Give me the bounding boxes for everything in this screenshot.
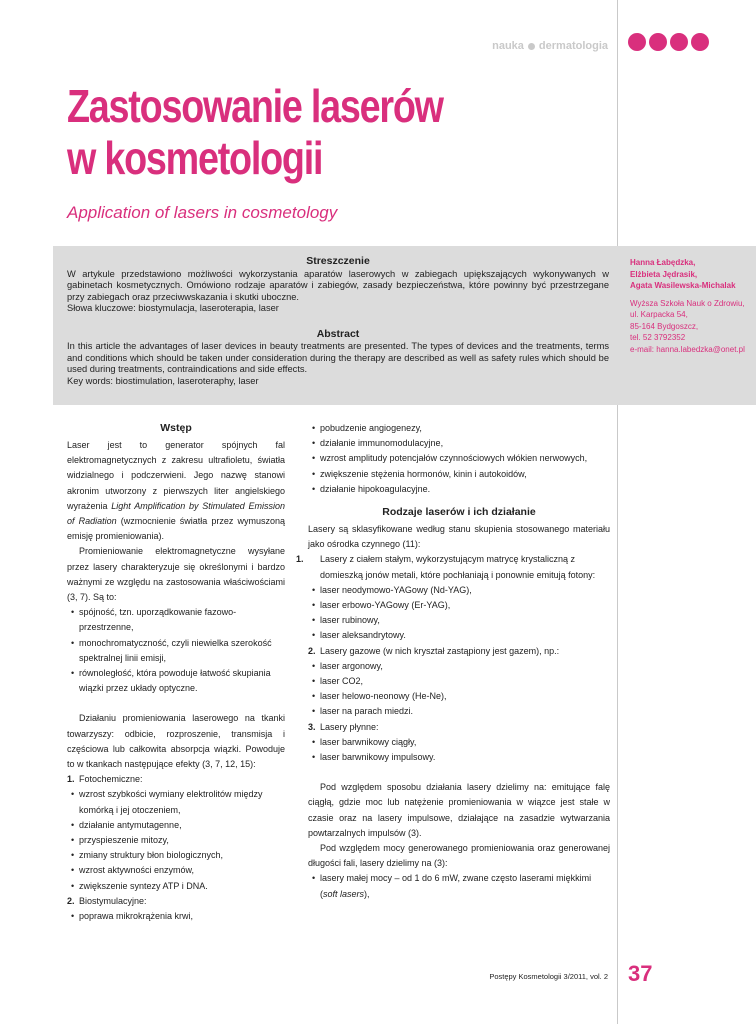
list-item: • laser CO2, [308, 674, 610, 689]
effects-list-continued [308, 421, 610, 497]
author-info [630, 257, 752, 355]
bullet-dot-icon [528, 43, 535, 50]
effects-list [67, 909, 285, 924]
list-item: • laser argonowy, [308, 659, 610, 674]
list-item: • wzrost szybkości wymiany elektrolitów między komórką i jej otoczeniem, [67, 787, 285, 817]
paragraph: Lasery są sklasyfikowane według stanu skupienia stosowanego materiału jako ośrodka czynnego (11): [308, 524, 610, 550]
rodzaje-heading: Rodzaje laserów i ich działanie [382, 506, 536, 519]
journal-citation: Postępy Kosmetologii 3/2011, vol. 2 [489, 972, 608, 981]
list-item: • poprawa mikrokrążenia krwi, [67, 909, 285, 924]
list-item: • spójność, tzn. uporządkowanie fazowo-przestrzenne, [67, 605, 285, 635]
list-item: • laser na parach miedzi. [308, 704, 610, 719]
streszczenie-heading: Streszczenie [306, 255, 370, 267]
section-label [492, 40, 608, 52]
numbered-item: 1. Lasery z ciałem stałym, wykorzystującym matrycę krystaliczną z domieszką jonów metali, które pochłaniają i ponownie emitują fotony: [296, 554, 596, 580]
list-item: • laser aleksandrytowy. [308, 628, 610, 643]
list-item: • pobudzenie angiogenezy, [308, 421, 610, 436]
paragraph: Pod względem sposobu działania lasery dzielimy na: emitujące falę ciągłą, gdzie moc lub natężenie promieniowania w wiązce jest stałe w czasie oraz na lasery impulsowe, działające na zasadzie wytwarzania powtarzalnych impulsów (3). [308, 782, 610, 838]
list-item: • laser helowo-neonowy (He-Ne), [308, 689, 610, 704]
numbered-item: 1. Fotochemiczne: [67, 774, 143, 785]
title-line-1: Zastosowanie laserów [67, 80, 443, 132]
list-item: • działanie hipokoagulacyjne. [308, 482, 610, 497]
subsection-name: dermatologia [538, 40, 608, 52]
dot-icon [670, 33, 688, 51]
author-name: Elżbieta Jędrasik, [630, 269, 698, 279]
list-item: • działanie antymutagenne, [67, 818, 285, 833]
power-list [308, 871, 610, 901]
paragraph: Laser jest to generator spójnych fal elektromagnetycznych z zakresu ultrafioletu, światła widzialnego i podczerwieni. Jego nazwę stanowi akronim utworzony z pierwszych liter angielskiego wyrażenia Light Amplification by Stimulated Emission of Radiation (wzmocnienie światła przez wymuszoną emisję promieniowania). [67, 440, 285, 542]
list-item: • równoległość, która powoduje łatwość skupiania wiązki przez układy optyczne. [67, 666, 285, 696]
list-item: • monochromatyczność, czyli niewielka szerokość spektralnej linii emisji, [67, 636, 285, 666]
laser-list [308, 583, 610, 644]
page-number: 37 [628, 961, 653, 986]
abstract-keywords: Key words: biostimulation, laseroteraphy, laser [67, 375, 259, 386]
abstract-heading: Abstract [316, 327, 360, 340]
abstract-content [67, 256, 609, 387]
affiliation-line: ul. Karpacka 54, [630, 310, 688, 319]
laser-list [308, 735, 610, 765]
numbered-item: 2. Lasery gazowe (w nich kryształ zastąpiony jest gazem), np.: [308, 645, 560, 656]
streszczenie-keywords: Słowa kluczowe: biostymulacja, laseroterapia, laser [67, 303, 279, 313]
email-link[interactable]: e-mail: hanna.labedzka@onet.pl [630, 344, 745, 354]
paragraph: Działaniu promieniowania laserowego na tkanki towarzyszy: odbicie, rozproszenie, transmisja i częściowa lub całkowita absorpcja wiązki. Powoduje to w tkankach następujące efekty (3, 7, 12, 15): [67, 713, 285, 770]
streszczenie-text: W artykule przedstawiono możliwości wykorzystania aparatów laserowych w zabiegach upiększających wykonywanych w gabinetach kosmetycznych. Omówiono rodzaje aparatów i zabiegów, zasady bezpieczeństwa, które powinny być przestrzegane przy zabiegach oraz przeciwwskazania i skutki uboczne. [67, 268, 609, 302]
list-item: • lasery małej mocy – od 1 do 6 mW, zwane często laserami miękkimi (soft lasers), [308, 871, 610, 901]
left-column [67, 421, 285, 924]
list-item: • przyspieszenie mitozy, [67, 833, 285, 848]
list-item: • wzrost aktywności enzymów, [67, 863, 285, 878]
list-item: • zmiany struktury błon biologicznych, [67, 848, 285, 863]
properties-list [67, 605, 285, 696]
list-item: • zwiększenie stężenia hormonów, kinin i autokoidów, [308, 467, 610, 482]
list-item: • laser erbowo-YAGowy (Er-YAG), [308, 598, 610, 613]
list-item: • laser neodymowo-YAGowy (Nd-YAG), [308, 583, 610, 598]
author-name: Agata Wasilewska-Michalak [630, 281, 736, 290]
numbered-item: 2. Biostymulacyjne: [67, 895, 147, 906]
list-item: • laser barwnikowy impulsowy. [308, 750, 610, 765]
dot-icon [628, 33, 646, 51]
wstep-heading: Wstęp [160, 422, 192, 434]
author-name: Hanna Łabędzka, [630, 258, 696, 267]
list-item: • zwiększenie syntezy ATP i DNA. [67, 879, 285, 894]
article-title [67, 80, 510, 184]
laser-list [308, 659, 610, 720]
section-name: nauka [492, 40, 524, 52]
affiliation-line: tel. 52 3792352 [630, 333, 686, 342]
paragraph: Pod względem mocy generowanego promieniowania oraz generowanej długości fali, lasery dzielimy na (3): [308, 843, 610, 869]
article-subtitle: Application of lasers in cosmetology [67, 203, 338, 222]
right-column [296, 421, 610, 902]
margin-rule [617, 0, 618, 1024]
list-item: • wzrost amplitudy potencjałów czynnościowych włókien nerwowych, [308, 451, 610, 466]
affiliation-line: Wyższa Szkoła Nauk o Zdrowiu, [630, 298, 745, 308]
paragraph: Promieniowanie elektromagnetyczne wysyłane przez lasery charakteryzuje się określonymi i bardzo ważnymi ze względu na zastosowania właściwościami (3, 7). Są to: [67, 546, 285, 603]
list-item: • działanie immunomodulacyjne, [308, 436, 610, 451]
affiliation-line: 85-164 Bydgoszcz, [630, 321, 699, 331]
dot-icon [649, 33, 667, 51]
numbered-item: 3. Lasery płynne: [308, 721, 379, 732]
title-line-2: w kosmetologii [67, 132, 323, 184]
section-dots [628, 33, 709, 51]
effects-list [67, 787, 285, 893]
abstract-text: In this article the advantages of laser devices in beauty treatments are presented. The types of devices and the treatments, terms and conditions which should be taken under consideration during the therapy are described as well as safety rules which should be used during treatments, contraindications and side effects. [67, 341, 609, 374]
list-item: • laser rubinowy, [308, 613, 610, 628]
dot-icon [691, 33, 709, 51]
list-item: • laser barwnikowy ciągły, [308, 735, 610, 750]
